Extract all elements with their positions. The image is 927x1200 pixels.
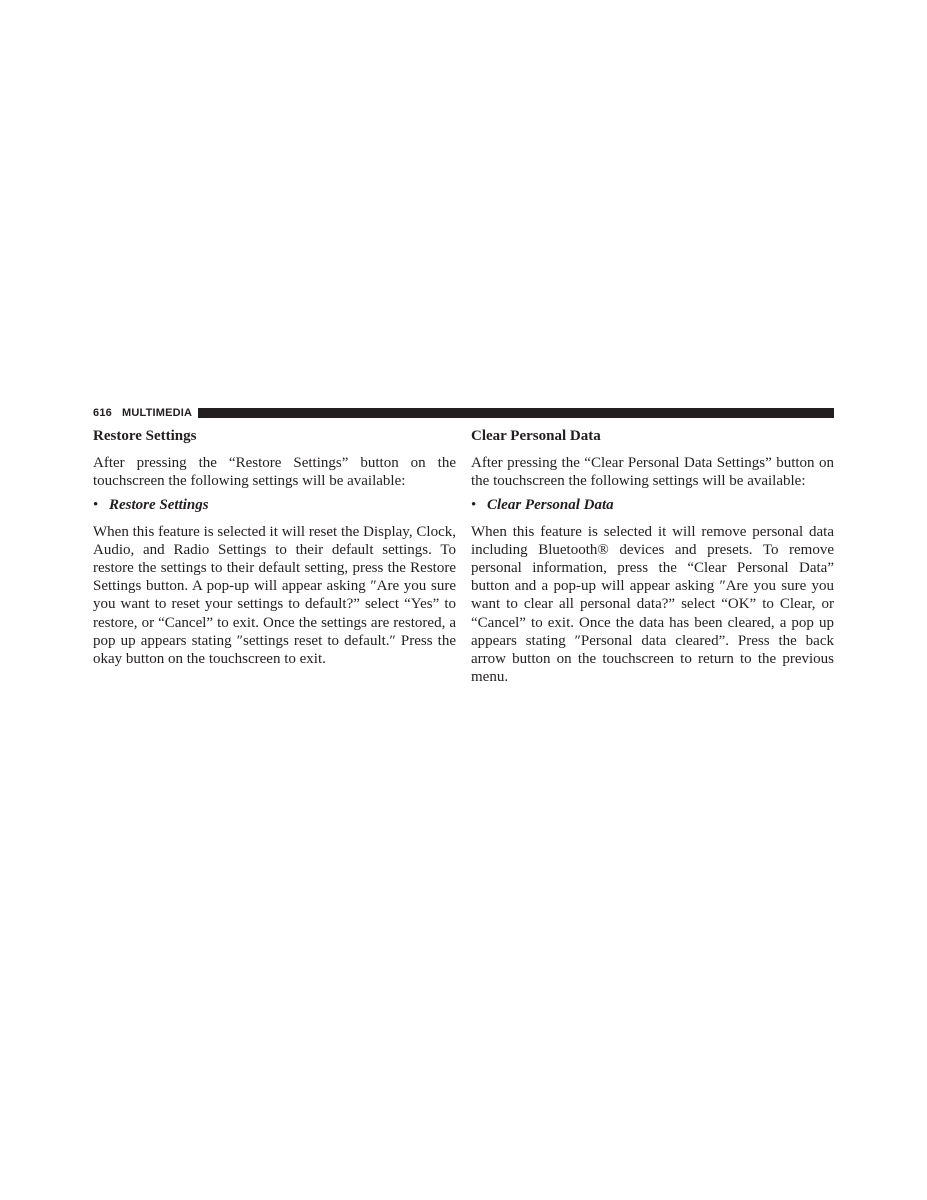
clear-personal-data-bullet-label: Clear Personal Data [487,497,614,514]
restore-settings-bullet-label: Restore Settings [109,497,209,514]
right-column [471,426,834,686]
clear-personal-data-intro: After pressing the “Clear Personal Data Settings” button on the touchscreen the following settings will be available: [471,455,834,490]
page-number: 616 [93,407,112,419]
restore-settings-bullet [93,496,456,514]
section-title: MULTIMEDIA [121,407,193,419]
bullet-icon: • [93,497,99,514]
restore-settings-body: When this feature is selected it will reset the Display, Clock, Audio, and Radio Settings to their default settings. To restore the settings to their default setting, press the Restore Settings button. A pop-up will appear asking ″Are you sure you want to reset your settings to default?” select “Yes” to restore, or “Cancel” to exit. Once the settings are restored, a pop up appears stating ″settings reset to default.″ Press the okay button on the touchscreen to exit. [93,523,456,668]
clear-personal-data-heading: Clear Personal Data [471,428,601,444]
left-column [93,426,456,668]
header-rule [198,408,834,418]
bullet-icon: • [471,497,477,514]
restore-settings-heading: Restore Settings [93,428,197,444]
clear-personal-data-body: When this feature is selected it will remove personal data including Bluetooth® devices and presets. To remove personal information, press the “Clear Personal Data” button and a pop-up will appear asking ″Are you sure you want to clear all personal data?” select “OK” to Clear, or “Cancel” to exit. Once the data has been cleared, a pop up appears stating ″Personal data cleared”. Press the back arrow button on the touchscreen to return to the previous menu. [471,523,834,686]
clear-personal-data-bullet [471,496,834,514]
restore-settings-intro: After pressing the “Restore Settings” button on the touchscreen the following settings will be available: [93,455,456,490]
page-header [93,406,834,420]
